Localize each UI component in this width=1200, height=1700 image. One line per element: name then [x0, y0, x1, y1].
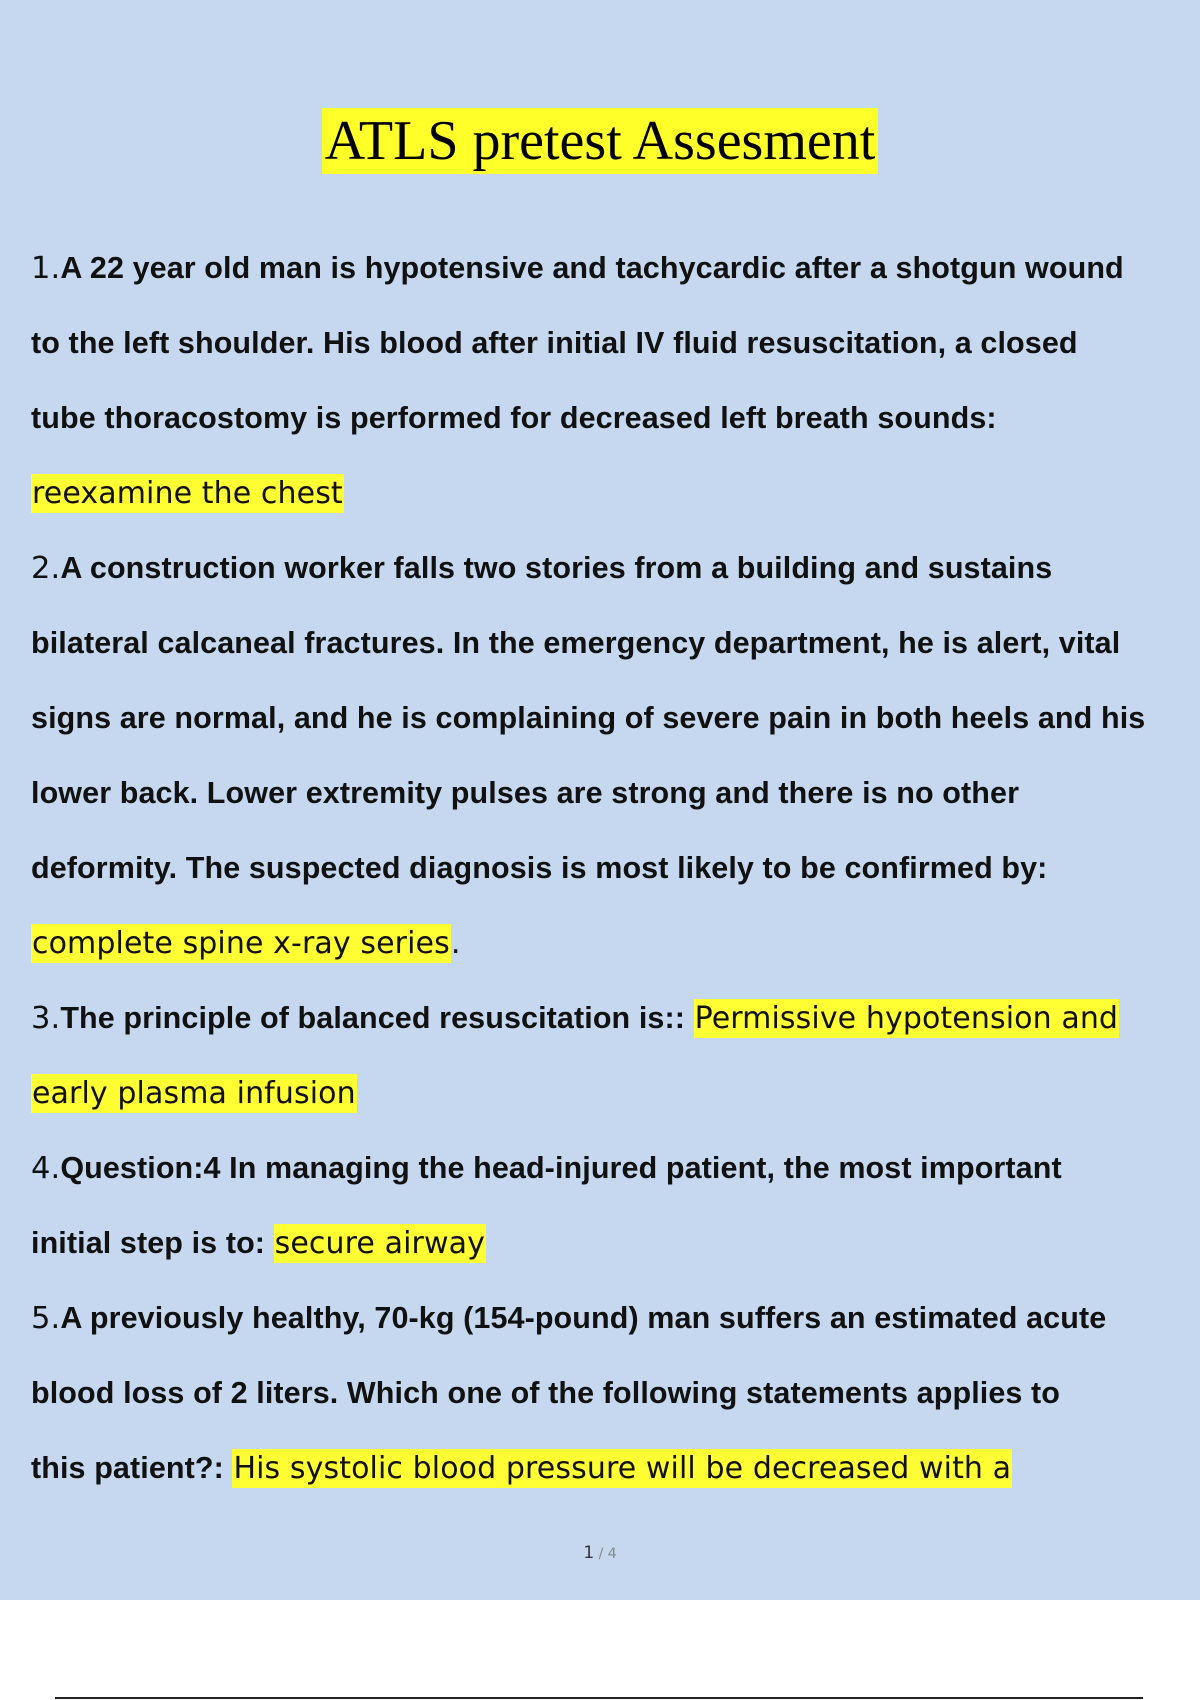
q5-text-2: blood loss of 2 liters. Which one of the following statements applies to: [31, 1376, 1061, 1410]
q4-text-2: initial step is to:: [31, 1226, 274, 1260]
document-body: [31, 231, 1200, 1506]
q1-number: 1.: [31, 251, 61, 286]
q4-line-2: [31, 1206, 1200, 1281]
q5-answer: His systolic blood pressure will be decreased with a: [233, 1451, 1012, 1486]
q2-text-2: bilateral calcaneal fractures. In the emergency department, he is alert, vital: [31, 626, 1121, 660]
page-total: / 4: [594, 1546, 617, 1562]
q1-answer: reexamine the chest: [32, 476, 343, 511]
next-page-top-rule: [55, 1697, 1143, 1699]
q5-number: 5.: [31, 1301, 61, 1336]
q1-line-2: [31, 306, 1200, 381]
q5-line-3: [31, 1431, 1200, 1506]
q2-text-5: deformity. The suspected diagnosis is most likely to be confirmed by:: [31, 851, 1048, 885]
title-wrap: [0, 108, 1200, 174]
q1-answer-line: [31, 456, 1200, 531]
q3-line-2: [31, 1056, 1200, 1131]
q2-text-3: signs are normal, and he is complaining of severe pain in both heels and his: [31, 701, 1146, 735]
q1-line-1: [31, 231, 1200, 306]
q3-number: 3.: [31, 1001, 61, 1036]
q3-answer-part-1: Permissive hypotension and: [694, 1001, 1119, 1036]
q2-answer-suffix: .: [450, 926, 461, 961]
document-title: ATLS pretest Assesment: [322, 108, 879, 174]
page-current: 1: [583, 1543, 595, 1563]
q1-text-1: A 22 year old man is hypotensive and tachycardic after a shotgun wound: [60, 251, 1124, 285]
q5-line-2: [31, 1356, 1200, 1431]
q2-number: 2.: [31, 551, 61, 586]
q2-text-1: A construction worker falls two stories from a building and sustains: [60, 551, 1053, 585]
q2-answer-line: [31, 906, 1200, 981]
q4-answer: secure airway: [274, 1226, 485, 1261]
q2-text-4: lower back. Lower extremity pulses are strong and there is no other: [31, 776, 1020, 810]
q5-text-1: A previously healthy, 70-kg (154-pound) man suffers an estimated acute: [60, 1301, 1107, 1335]
q4-number: 4.: [31, 1151, 61, 1186]
q5-line-1: [31, 1281, 1200, 1356]
q1-line-3: [31, 381, 1200, 456]
q2-line-5: [31, 831, 1200, 906]
q2-line-3: [31, 681, 1200, 756]
q3-line-1: [31, 981, 1200, 1056]
page-number: [0, 1543, 1200, 1563]
q2-line-2: [31, 606, 1200, 681]
q2-answer: complete spine x-ray series: [32, 926, 450, 961]
q4-line-1: [31, 1131, 1200, 1206]
q3-text: The principle of balanced resuscitation is::: [60, 1001, 694, 1035]
q5-text-3: this patient?:: [31, 1451, 233, 1485]
q3-answer-part-2: early plasma infusion: [32, 1076, 356, 1111]
q2-line-1: [31, 531, 1200, 606]
q1-text-3: tube thoracostomy is performed for decreased left breath sounds:: [31, 401, 997, 435]
q1-text-2: to the left shoulder. His blood after initial IV fluid resuscitation, a closed: [31, 326, 1078, 360]
q2-line-4: [31, 756, 1200, 831]
q4-text-1: Question:4 In managing the head-injured patient, the most important: [60, 1151, 1062, 1185]
